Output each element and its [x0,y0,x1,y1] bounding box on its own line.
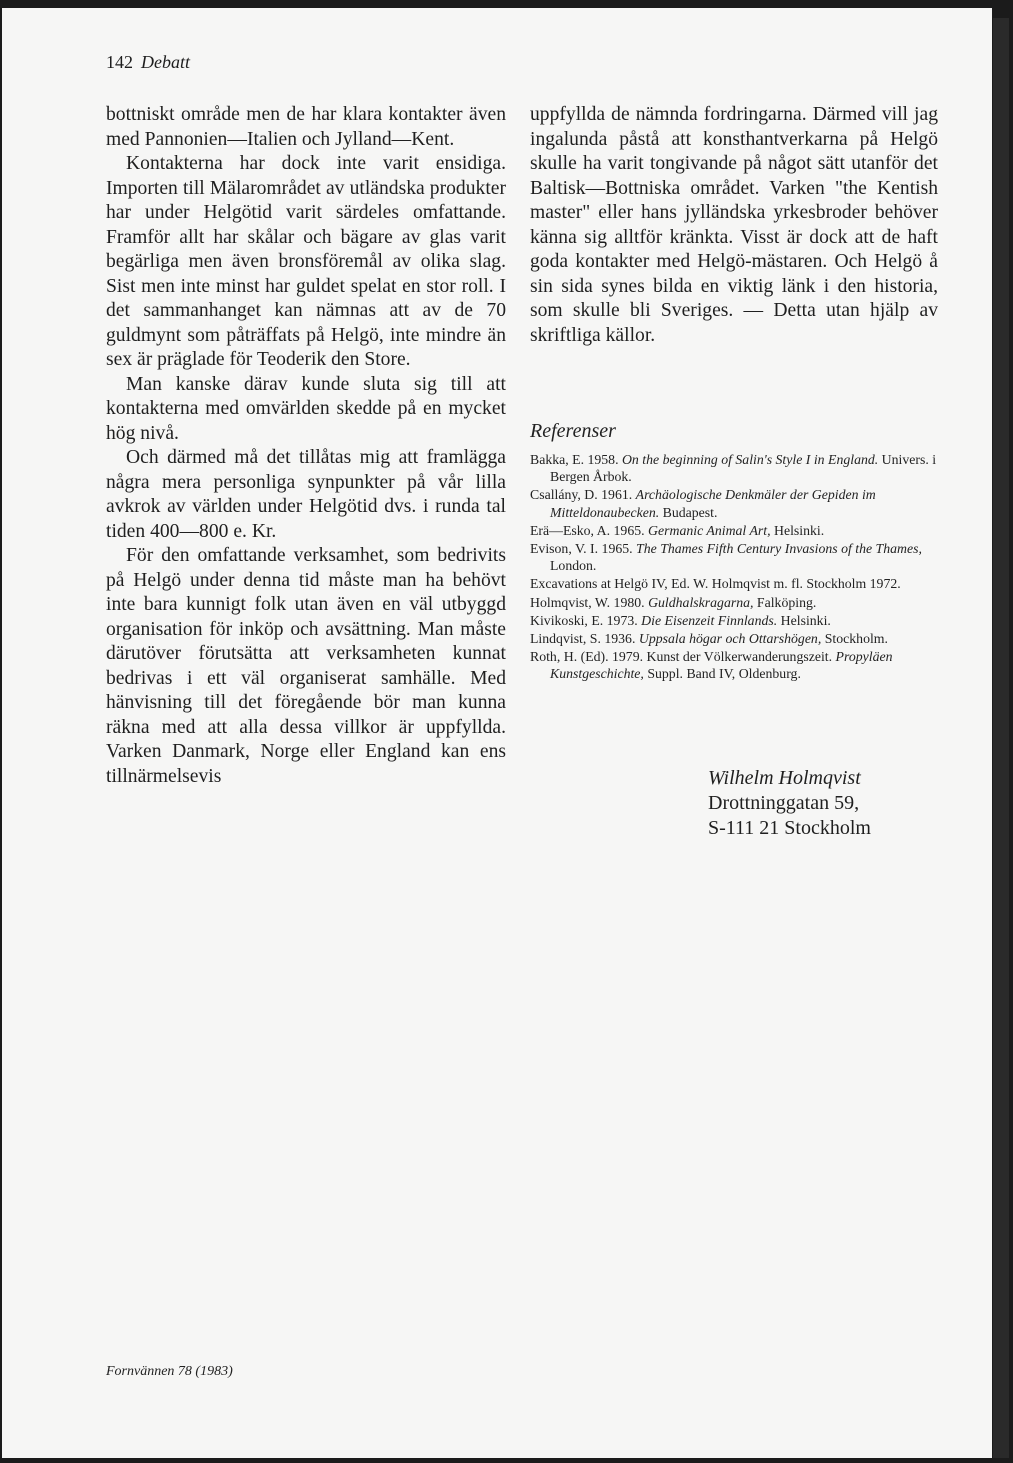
right-column [530,103,938,348]
reference-item: Csallány, D. 1961. Archäologische Denkmäler der Gepiden im Mitteldonaubecken. Budapest. [530,487,876,520]
paragraph: Man kanske därav kunde sluta sig till att kontakterna med omvärlden skedde på en mycket hög nivå. [106,373,506,444]
references-list [530,451,942,684]
reference-item: Kivikoski, E. 1973. Die Eisenzeit Finnlands. Helsinki. [530,612,831,628]
reference-item: Bakka, E. 1958. On the beginning of Salin's Style I in England. Univers. i Bergen Årbok. [530,452,937,485]
scan-edge [993,18,1009,1458]
reference-item: Holmqvist, W. 1980. Guldhalskragarna, Falköping. [530,594,817,610]
section-title: Debatt [141,52,190,72]
author-name: Wilhelm Holmqvist [708,767,861,789]
author-city: S-111 21 Stockholm [708,817,871,839]
author-street: Drottninggatan 59, [708,792,860,814]
paragraph: uppfyllda de nämnda fordringarna. Därmed vill jag ingalunda påstå att konsthantverkarna på Helgö skulle ha varit tongivande på något sätt utanför det Baltisk—Bottniska området. Varken "the Kentish master" eller hans jylländska yrkesbroder behöver känna sig alltför kränkta. Visst är dock att de haft goda kontakter med Helgö-mästaren. Och Helgö å sin sida synes bilda en viktig länk i den historia, som skulle bli Sveriges. — Detta utan hjälp av skriftliga källor. [530,104,938,346]
paragraph: Kontakterna har dock inte varit ensidiga. Importen till Mälarområdet av utländska produkter har under Helgötid varit särdeles omfattande. Framför allt har skålar och bägare av glas varit begärliga men även bronsföremål av olika slag. Sist men inte minst har guldet spelat en stor roll. I det sammanhanget kan nämnas att av de 70 guldmynt som påträffats på Helgö, inte mindre än sex är präglade för Teoderik den Store. [106,153,506,370]
reference-item: Evison, V. I. 1965. The Thames Fifth Century Invasions of the Thames, London. [530,541,922,574]
journal-footer: Fornvännen 78 (1983) [106,1364,233,1379]
paragraph: bottniskt område men de har klara kontakter även med Pannonien—Italien och Jylland—Kent. [106,104,506,150]
references-heading: Referenser [530,420,616,442]
author-signature [708,766,871,841]
paragraph: För den omfattande verksamhet, som bedrivits på Helgö under denna tid måste man ha behövt inte bara kunnigt folk utan även en väl utbyggd organisation för inköp och avsättning. Man måste därutöver förutsätta att verksamheten kunnat bedrivas i ett väl organiserat samhälle. Med hänvisning till det föregående bör man kunna räkna med att alla dessa villkor är uppfyllda. Varken Danmark, Norge eller England kan ens tillnärmelsevis [106,545,506,787]
reference-item: Lindqvist, S. 1936. Uppsala högar och Ottarshögen, Stockholm. [530,631,888,647]
running-head [106,52,190,73]
page-number: 142 [106,52,133,72]
reference-item: Erä—Esko, A. 1965. Germanic Animal Art, Helsinki. [530,522,825,538]
reference-item: Roth, H. (Ed). 1979. Kunst der Völkerwanderungszeit. Propyläen Kunstgeschichte, Suppl. Band IV, Oldenburg. [530,649,893,682]
reference-item: Excavations at Helgö IV, Ed. W. Holmqvist m. fl. Stockholm 1972. [530,576,901,592]
left-column [106,103,506,789]
paragraph: Och därmed må det tillåtas mig att framlägga några mera personliga synpunkter på vår lilla avkrok av världen under Helgötid dvs. i runda tal tiden 400—800 e. Kr. [106,447,506,542]
